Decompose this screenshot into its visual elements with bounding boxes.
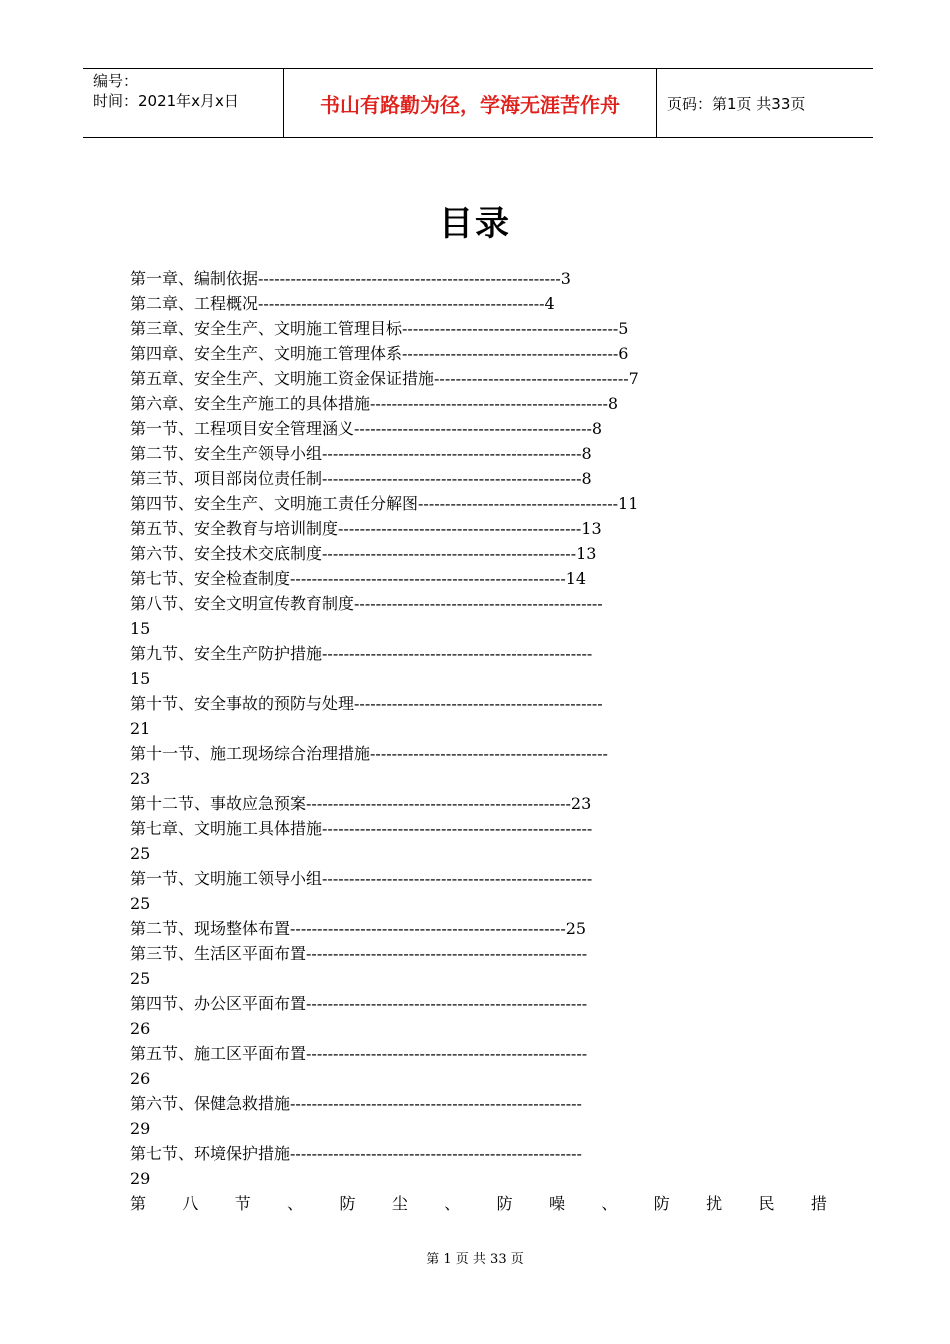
toc-entry[interactable]: 第三节、生活区平面布置----------------------------------------------------: [130, 944, 588, 963]
toc-last-line-char: 尘: [391, 1194, 408, 1213]
toc-entry[interactable]: 26: [130, 1019, 151, 1038]
toc-entry[interactable]: 第五节、施工区平面布置----------------------------------------------------: [130, 1044, 588, 1063]
toc-last-line-char: 措: [810, 1194, 827, 1213]
toc-last-line-char: 、: [287, 1194, 304, 1213]
toc-last-line-char: 防: [496, 1194, 513, 1213]
toc-last-line-char: 第: [130, 1194, 147, 1213]
toc-entry[interactable]: 25: [130, 844, 151, 863]
toc-last-line-char: 扰: [706, 1194, 723, 1213]
toc-entry[interactable]: 第三章、安全生产、文明施工管理目标----------------------------------------5: [130, 319, 629, 338]
header-table: [83, 68, 873, 138]
toc-entry[interactable]: 25: [130, 969, 151, 988]
toc-entry[interactable]: 第七节、安全检查制度---------------------------------------------------14: [130, 569, 587, 588]
toc-entry[interactable]: 29: [130, 1169, 151, 1188]
page-footer: 第 1 页 共 33 页: [426, 1252, 524, 1267]
number-label: 编号：: [93, 72, 139, 90]
toc-entry[interactable]: 21: [130, 719, 151, 738]
header-meta: [83, 69, 284, 137]
header-page-info: 页码：第1页 共33页: [667, 94, 806, 113]
toc-entry[interactable]: 第一节、文明施工领导小组--------------------------------------------------: [130, 869, 593, 888]
toc-entry[interactable]: 第七章、文明施工具体措施--------------------------------------------------: [130, 819, 593, 838]
header-motto: 书山有路勤为径，学海无涯苦作舟: [284, 69, 657, 137]
toc-entry[interactable]: 25: [130, 894, 151, 913]
toc-entry[interactable]: 第四节、安全生产、文明施工责任分解图-------------------------------------11: [130, 494, 639, 513]
toc-entry[interactable]: 29: [130, 1119, 151, 1138]
toc-entry[interactable]: 第九节、安全生产防护措施--------------------------------------------------: [130, 644, 593, 663]
toc-entry[interactable]: 第十一节、施工现场综合治理措施--------------------------------------------: [130, 744, 608, 763]
toc-last-line-char: 八: [182, 1194, 199, 1213]
page-title: 目录: [439, 204, 511, 244]
toc-entry[interactable]: 第六节、保健急救措施------------------------------------------------------: [130, 1094, 582, 1113]
toc-entry[interactable]: 第三节、项目部岗位责任制------------------------------------------------8: [130, 469, 592, 488]
toc-last-line-char: 防: [653, 1194, 670, 1213]
time-label: 时间：2021年x月x日: [93, 92, 239, 110]
toc-entry[interactable]: 23: [130, 769, 151, 788]
toc-last-line-char: 、: [601, 1194, 618, 1213]
toc-entry[interactable]: 第一节、工程项目安全管理涵义--------------------------------------------8: [130, 419, 603, 438]
toc-entry[interactable]: 第四章、安全生产、文明施工管理体系----------------------------------------6: [130, 344, 629, 363]
toc-last-line: [130, 1191, 827, 1216]
toc-last-line-char: 节: [234, 1194, 251, 1213]
toc-entry[interactable]: 第十节、安全事故的预防与处理----------------------------------------------: [130, 694, 603, 713]
toc-entry[interactable]: 第六章、安全生产施工的具体措施--------------------------------------------8: [130, 394, 619, 413]
toc-entry[interactable]: 第二节、安全生产领导小组------------------------------------------------8: [130, 444, 592, 463]
toc-entry[interactable]: 第六节、安全技术交底制度-----------------------------------------------13: [130, 544, 597, 563]
toc-entry[interactable]: 15: [130, 669, 151, 688]
toc-last-line-char: 民: [758, 1194, 775, 1213]
toc-entry[interactable]: 第五章、安全生产、文明施工资金保证措施------------------------------------7: [130, 369, 639, 388]
toc-entry[interactable]: 第二章、工程概况-----------------------------------------------------4: [130, 294, 555, 313]
toc-last-line-char: 、: [444, 1194, 461, 1213]
toc-entry[interactable]: 第一章、编制依据--------------------------------------------------------3: [130, 269, 571, 288]
toc-entry[interactable]: 第五节、安全教育与培训制度---------------------------------------------13: [130, 519, 602, 538]
toc-entry[interactable]: 第二节、现场整体布置---------------------------------------------------25: [130, 919, 587, 938]
toc-entry[interactable]: 第七节、环境保护措施------------------------------------------------------: [130, 1144, 582, 1163]
toc-entry[interactable]: 第十二节、事故应急预案-------------------------------------------------23: [130, 794, 592, 813]
toc-entry[interactable]: 第八节、安全文明宣传教育制度----------------------------------------------: [130, 594, 603, 613]
toc-entry[interactable]: 第四节、办公区平面布置----------------------------------------------------: [130, 994, 588, 1013]
table-of-contents: [130, 266, 830, 1216]
toc-last-line-char: 噪: [549, 1194, 566, 1213]
toc-entry[interactable]: 26: [130, 1069, 151, 1088]
toc-entry[interactable]: 15: [130, 619, 151, 638]
toc-last-line-char: 防: [339, 1194, 356, 1213]
